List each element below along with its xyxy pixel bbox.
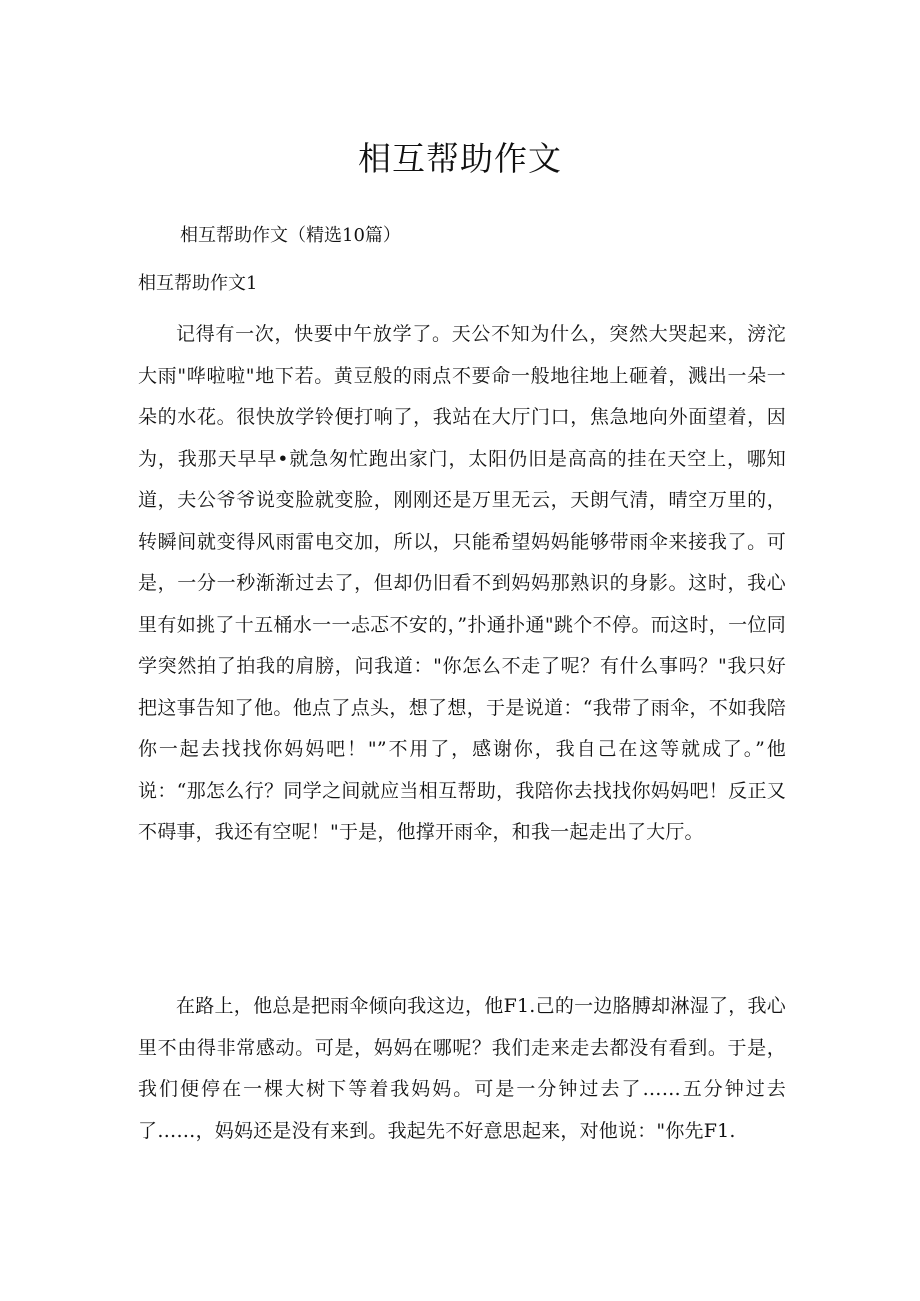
document-subtitle: 相互帮助作文（精选10篇） (180, 225, 401, 246)
section-heading: 相互帮助作文1 (138, 273, 258, 294)
document-title: 相互帮助作文 (358, 139, 562, 178)
body-paragraph: 记得有一次，快要中午放学了。天公不知为什么，突然大哭起来，滂沱大雨"哗啦啦"地下若。黄豆般的雨点不要命一般地往地上砸着，溅出一朵一朵的水花。很快放学铃便打响了，我站在大厅门口，焦急地向外面望着，因为，我那天早早•就急匆忙跑出家门，太阳仍旧是高高的挂在天空上，哪知道，夫公爷爷说变脸就变脸，刚刚还是万里无云，天朗气清，晴空万里的，转瞬间就变得风雨雷电交加，所以，只能希望妈妈能够带雨伞来接我了。可是，一分一秒渐渐过去了，但却仍旧看不到妈妈那熟识的身影。这时，我心里有如挑了十五桶水一一忐忑不安的，”扑通扑通"跳个不停。而这时，一位同学突然拍了拍我的肩膀，问我道："你怎么不走了呢？有什么事吗？"我只好把这事告知了他。他点了点头，想了想，于是说道：“我带了雨伞，不如我陪你一起去找找你妈妈吧！"”不用了，感谢你，我自己在这等就成了。”他说：“那怎么行？同学之间就应当相互帮助，我陪你去找找你妈妈吧！反正又不碍事，我还有空呢！"于是，他撑开雨伞，和我一起走出了大厅。 (138, 323, 786, 843)
body-paragraph: 在路上，他总是把雨伞倾向我这边，他F1.己的一边胳膊却淋湿了，我心里不由得非常感动。可是，妈妈在哪呢？我们走来走去都没有看到。于是，我们便停在一棵大树下等着我妈妈。可是一分钟过去了……五分钟过去了……，妈妈还是没有来到。我起先不好意思起来，对他说："你先F1. (138, 995, 786, 1142)
